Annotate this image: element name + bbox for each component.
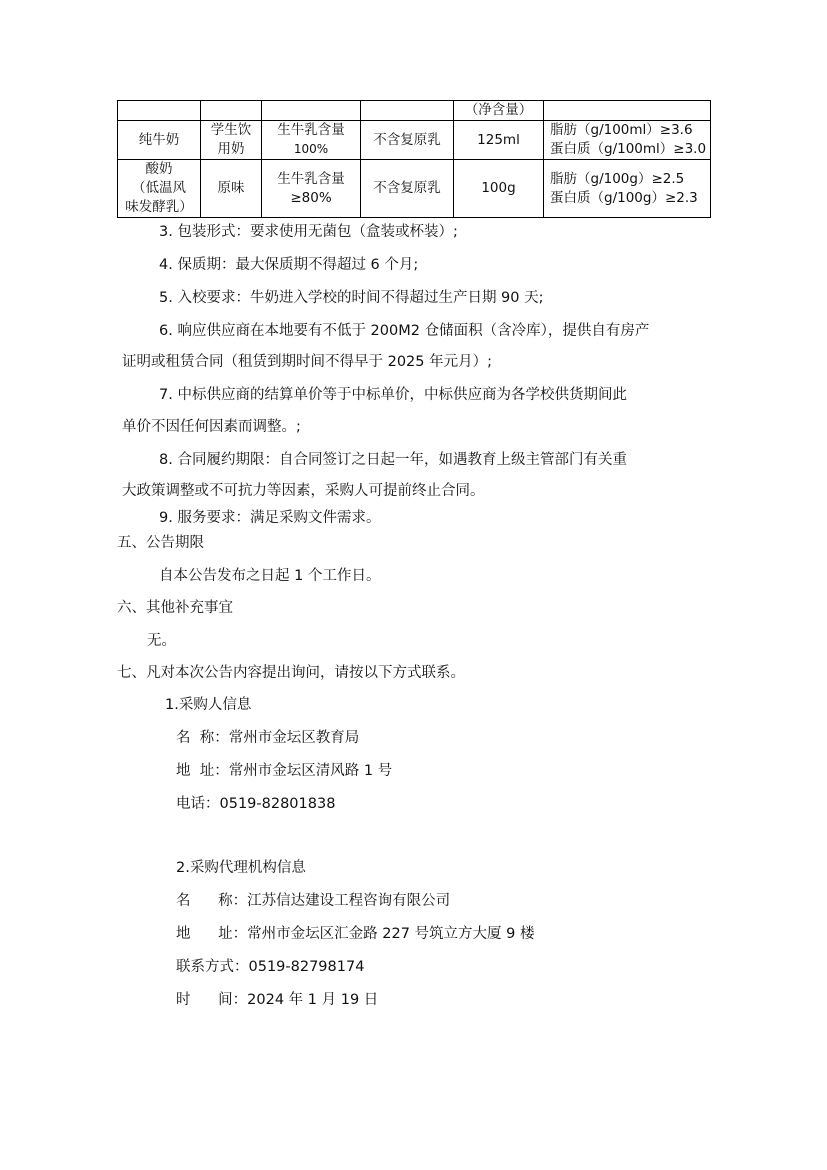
table-cell xyxy=(118,101,201,121)
net-content-cell: 125ml xyxy=(454,121,544,160)
item-shelf-life: 4. 保质期：最大保质期不得超过 6 个月; xyxy=(159,257,419,273)
item-price-cont: 单价不因任何因素而调整。; xyxy=(122,419,301,435)
purchaser-name: 名 称：常州市金坛区教育局 xyxy=(176,730,360,746)
section-title: 五、公告期限 xyxy=(117,535,204,551)
product-type-line: 用奶 xyxy=(217,141,245,157)
agency-contact: 联系方式：0519-82798174 xyxy=(176,959,365,975)
agency-time: 时 间：2024 年 1 月 19 日 xyxy=(176,992,379,1008)
product-name-line: 味发酵乳） xyxy=(125,199,193,215)
table-cell xyxy=(544,101,711,121)
reconstituted-cell: 不含复原乳 xyxy=(361,160,454,218)
reconstituted-cell: 不含复原乳 xyxy=(361,121,454,160)
item-storage: 6. 响应供应商在本地要有不低于 200M2 仓储面积（含冷库），提供自有房产 xyxy=(159,323,650,339)
section-title: 六、其他补充事宜 xyxy=(117,600,233,616)
product-name-line: 酸奶 xyxy=(145,161,173,177)
item-delivery: 5. 入校要求：牛奶进入学校的时间不得超过生产日期 90 天; xyxy=(159,290,544,306)
table-cell xyxy=(361,101,454,121)
section-body: 无。 xyxy=(147,633,176,649)
item-storage-cont: 证明或租赁合同（租赁到期时间不得早于 2025 年元月）; xyxy=(122,354,493,370)
purchaser-title: 1.采购人信息 xyxy=(165,697,252,713)
product-name-cell xyxy=(118,160,201,218)
table-cell xyxy=(262,101,361,121)
purchaser-address: 地 址：常州市金坛区清风路 1 号 xyxy=(176,763,393,779)
table-cell: （净含量） xyxy=(454,101,544,121)
item-price: 7. 中标供应商的结算单价等于中标单价，中标供应商为各学校供货期间此 xyxy=(159,387,627,403)
table-cell xyxy=(201,101,262,121)
purchaser-phone: 电话：0519-82801838 xyxy=(176,796,336,812)
product-name-line: （低温风 xyxy=(132,180,186,196)
item-packaging: 3. 包装形式：要求使用无菌包（盒装或杯装）; xyxy=(159,224,458,240)
raw-milk-line: 生牛乳含量 xyxy=(277,122,345,138)
raw-milk-cell xyxy=(262,160,361,218)
agency-name: 名 称：江苏信达建设工程咨询有限公司 xyxy=(176,893,451,909)
nutrition-cell xyxy=(544,121,711,160)
net-content-cell: 100g xyxy=(454,160,544,218)
nutrition-line: 蛋白质（g/100g）≥2.3 xyxy=(550,189,698,206)
item-service: 9. 服务要求：满足采购文件需求。 xyxy=(159,510,381,526)
table-header-row xyxy=(118,101,711,121)
section-title: 七、凡对本次公告内容提出询问，请按以下方式联系。 xyxy=(117,665,465,681)
raw-milk-line: ≥80% xyxy=(290,189,332,206)
product-type-line: 学生饮 xyxy=(210,122,252,138)
product-type-cell: 原味 xyxy=(201,160,262,218)
nutrition-line: 脂肪（g/100ml）≥3.6 xyxy=(550,122,693,138)
table-row xyxy=(118,121,711,160)
nutrition-cell xyxy=(544,160,711,218)
section-body: 自本公告发布之日起 1 个工作日。 xyxy=(159,568,381,584)
agency-address: 地 址：常州市金坛区汇金路 227 号筑立方大厦 9 楼 xyxy=(176,926,535,942)
raw-milk-line: 生牛乳含量 xyxy=(277,170,345,187)
item-term-cont: 大政策调整或不可抗力等因素，采购人可提前终止合同。 xyxy=(122,483,485,499)
raw-milk-line: 100% xyxy=(293,142,329,156)
table-row xyxy=(118,160,711,218)
nutrition-line: 脂肪（g/100g）≥2.5 xyxy=(550,170,685,187)
product-name-cell: 纯牛奶 xyxy=(118,121,201,160)
item-term: 8. 合同履约期限：自合同签订之日起一年，如遇教育上级主管部门有关重 xyxy=(159,452,627,468)
spec-table xyxy=(117,100,711,218)
agency-title: 2.采购代理机构信息 xyxy=(176,860,306,876)
nutrition-line: 蛋白质（g/100ml）≥3.0 xyxy=(550,141,707,157)
raw-milk-cell xyxy=(262,121,361,160)
product-type-cell xyxy=(201,121,262,160)
